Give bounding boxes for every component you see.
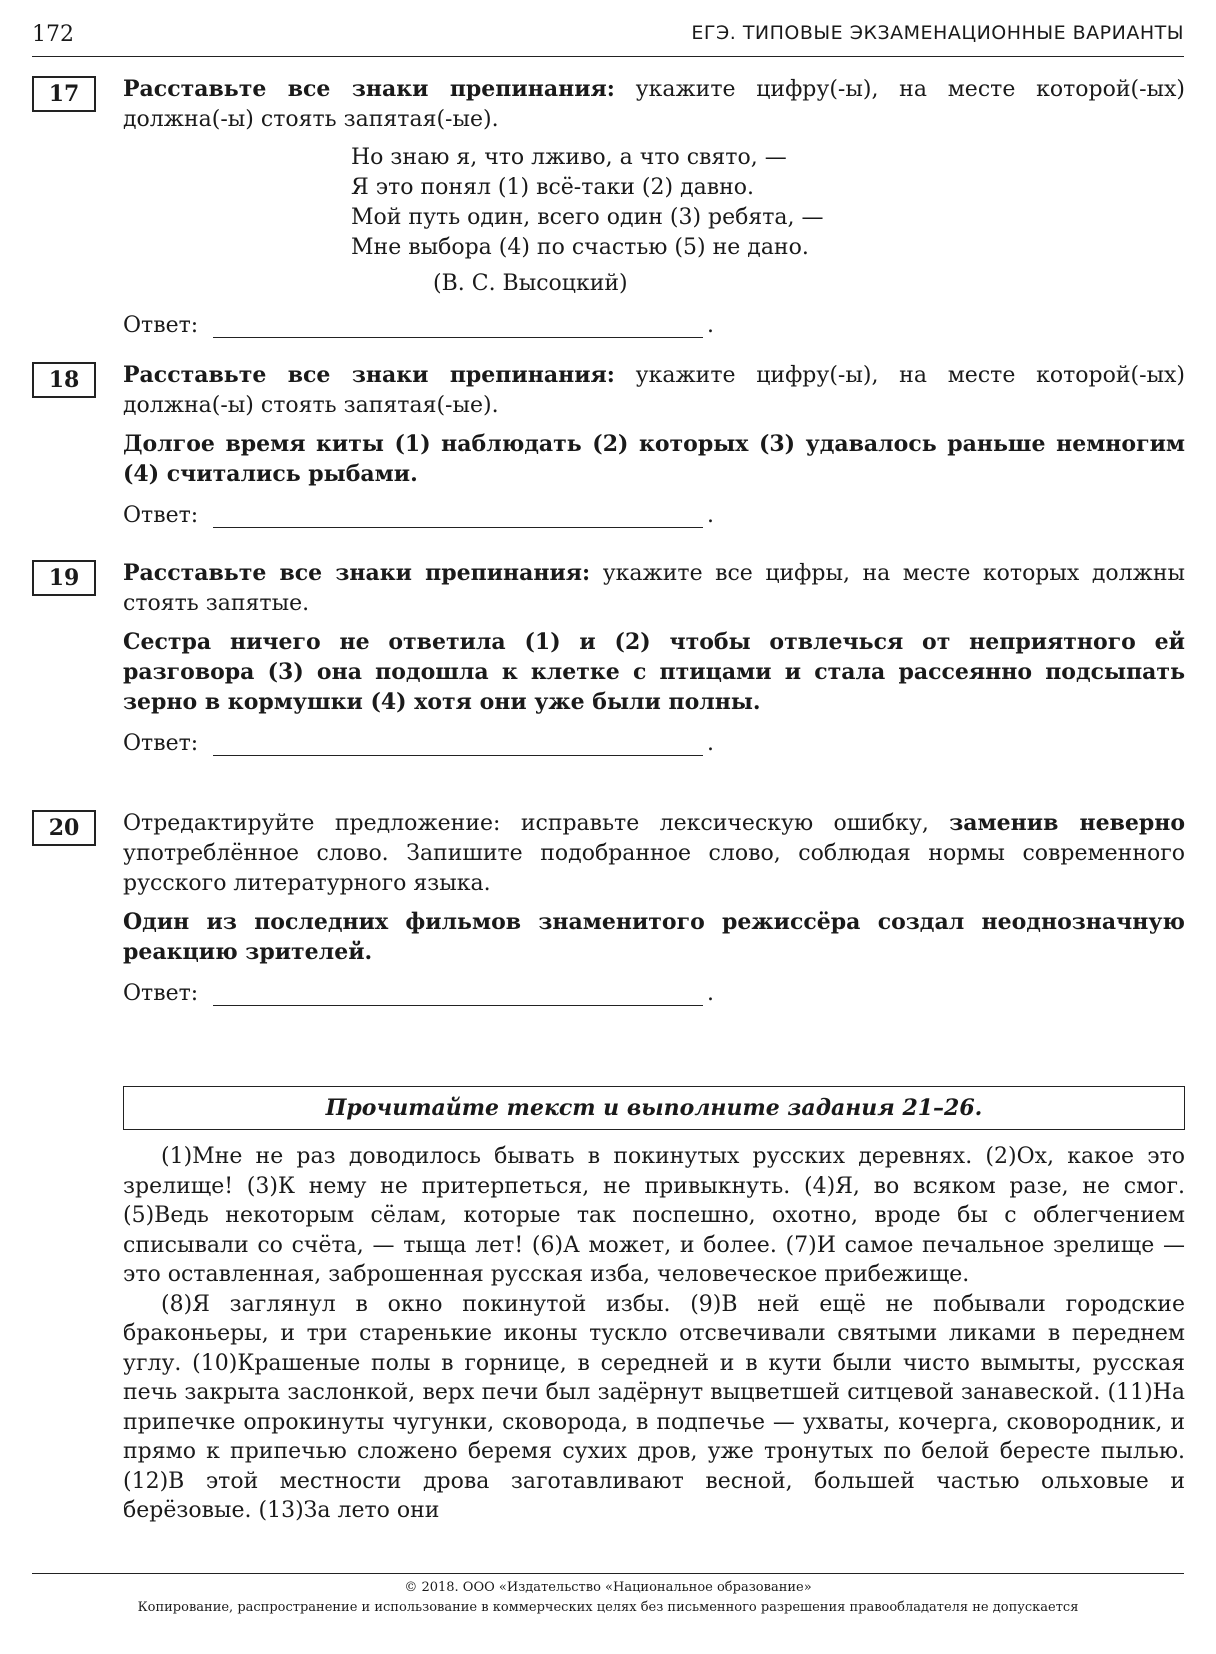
task-number-box: 20 <box>32 810 96 846</box>
read-text-banner: Прочитайте текст и выполните задания 21–26. <box>123 1086 1185 1130</box>
page-number: 172 <box>32 22 74 47</box>
footer-copyright: © 2018. ООО «Издательство «Национальное образование» <box>404 1580 812 1595</box>
task-sentence: Один из последних фильмов знаменитого режиссёра создал неоднозначную реакцию зрителей. <box>123 909 1185 965</box>
answer-field[interactable] <box>123 501 1185 531</box>
instruction-bold: Расставьте все знаки препинания: <box>123 362 615 388</box>
task-number-box: 17 <box>32 76 96 112</box>
poem-line: Мой путь один, всего один (3) ребята, — <box>351 205 824 230</box>
task-19 <box>48 558 1185 759</box>
task-number-box: 18 <box>32 362 96 398</box>
task-sentence: Сестра ничего не ответила (1) и (2) чтобы отвлечься от неприятного ей разговора (3) она подошла к клетке с птицами и стала рассеянно подсыпать зерно в кормушки (4) хотя они уже были полны. <box>123 629 1185 715</box>
text-paragraph: (1)Мне не раз доводилось бывать в покинутых русских деревнях. (2)Ох, какое это зрелище! (3)К нему не притерпеться, не привыкнуть. (4)Я, во всяком разе, не смог. (5)Ведь некоторым сёлам, которые так поспешно, охотно, вроде бы с облегчением списывали со счёта, — тыща лет! (6)А может, и более. (7)И самое печальное зрелище — это оставленная, заброшенная русская изба, человеческое прибежище. <box>123 1144 1185 1287</box>
footer-divider <box>32 1573 1184 1574</box>
answer-line[interactable] <box>213 527 703 528</box>
answer-line[interactable] <box>213 755 703 756</box>
answer-field[interactable] <box>123 729 1185 759</box>
running-title: ЕГЭ. ТИПОВЫЕ ЭКЗАМЕНАЦИОННЫЕ ВАРИАНТЫ <box>691 22 1184 44</box>
answer-field[interactable] <box>123 979 1185 1009</box>
poem-line: Но знаю я, что лживо, а что свято, — <box>351 145 787 170</box>
poem <box>351 143 1185 263</box>
text-paragraph: (8)Я заглянул в окно покинутой избы. (9)В ней ещё не побывали городские браконьеры, и три старенькие иконы тускло отсвечивали святыми ликами в переднем углу. (10)Крашеные полы в горнице, в середней и в кути были чисто вымыты, русская печь закрыта заслонкой, верх печи был задёрнут выцветшей ситцевой занавеской. (11)На припечке опрокинуты чугунки, сковорода, в подпечье — ухваты, кочерга, сковородник, и прямо к припечью сложено беремя сухих дров, уже тронутых по белой бересте пылью. (12)В этой местности дрова заготавливают весной, большей частью ольховые и берёзовые. (13)За лето они <box>123 1291 1185 1523</box>
answer-label: Ответ: <box>123 503 199 528</box>
task-instruction <box>123 558 1185 619</box>
instruction-start: Отредактируйте предложение: исправьте лексическую ошибку, <box>123 811 950 836</box>
task-number-box: 19 <box>32 560 96 596</box>
task-18 <box>48 360 1186 531</box>
answer-line[interactable] <box>213 1005 703 1006</box>
answer-field[interactable] <box>123 311 1185 341</box>
task-instruction <box>123 360 1185 421</box>
answer-label: Ответ: <box>123 313 199 338</box>
task-sentence: Долгое время киты (1) наблюдать (2) которых (3) удавалось раньше немногим (4) считались рыбами. <box>123 431 1185 487</box>
instruction-bold: Расставьте все знаки препинания: <box>123 76 615 102</box>
poem-author: (В. С. Высоцкий) <box>433 271 628 296</box>
instruction-bold: Расставьте все знаки препинания: <box>123 560 591 586</box>
task-instruction <box>123 808 1185 899</box>
answer-line[interactable] <box>213 337 703 338</box>
answer-label: Ответ: <box>123 981 199 1006</box>
answer-label: Ответ: <box>123 731 199 756</box>
instruction-text: укажите все цифры, на месте которых должны стоять запятые. <box>123 561 1185 616</box>
header-divider <box>32 56 1184 57</box>
poem-line: Я это понял (1) всё-таки (2) давно. <box>351 175 755 200</box>
reading-text <box>123 1142 1185 1526</box>
instruction-bold: заменив неверно <box>949 810 1186 836</box>
answer-end: . <box>707 313 714 338</box>
task-instruction <box>123 74 1185 135</box>
answer-end: . <box>707 503 714 528</box>
instruction-text: укажите цифру(-ы), на месте которой(-ых) должна(-ы) стоять запятая(-ые). <box>123 363 1186 418</box>
answer-end: . <box>707 981 714 1006</box>
footer-legal: Копирование, распространение и использование в коммерческих целях без письменного разрешения правообладателя не допускается <box>137 1600 1079 1615</box>
task-20 <box>48 808 1186 1009</box>
instruction-text: укажите цифру(-ы), на месте которой(-ых) должна(-ы) стоять запятая(-ые). <box>123 77 1186 132</box>
instruction-text: употреблённое слово. Запишите подобранное слово, соблюдая нормы современного русского литературного языка. <box>123 841 1185 896</box>
poem-line: Мне выбора (4) по счастью (5) не дано. <box>351 235 809 260</box>
task-17 <box>48 74 1186 341</box>
answer-end: . <box>707 731 714 756</box>
